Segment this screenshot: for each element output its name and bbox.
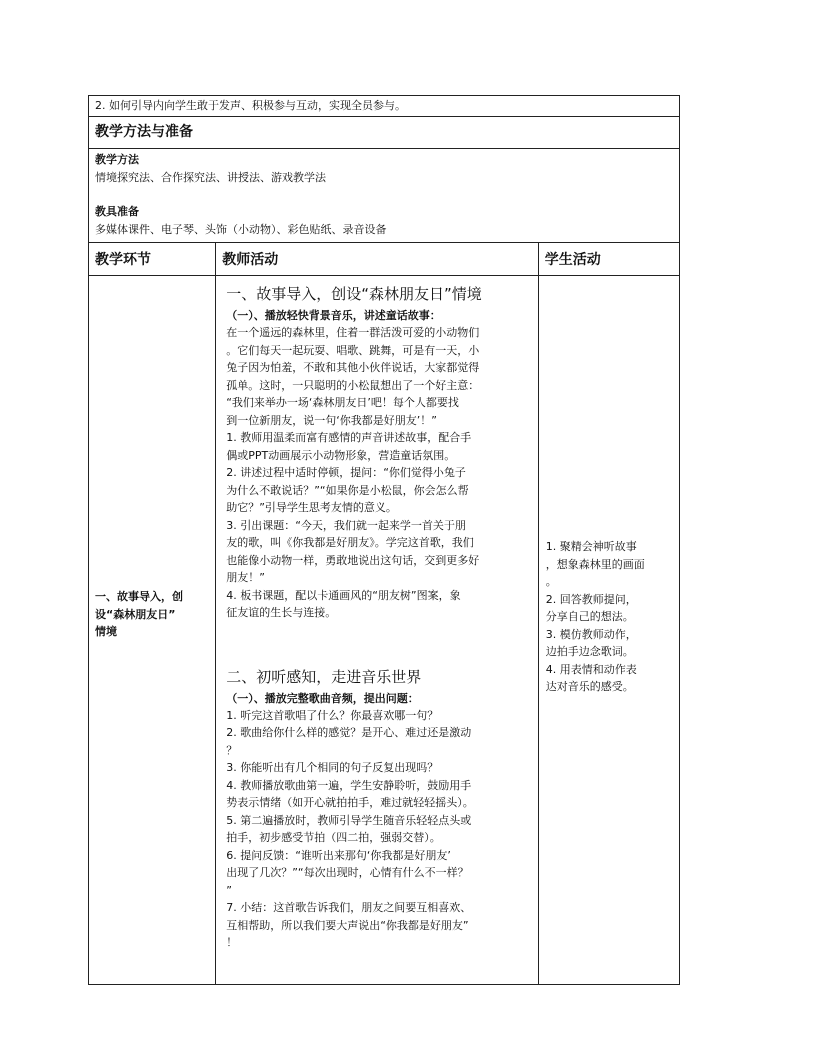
lesson-plan-table: [88, 95, 680, 985]
section2-line: 3. 你能听出有几个相同的句子反复出现吗？: [226, 761, 439, 774]
section1-line: 3. 引出课题：“今天，我们就一起来学一首关于朋: [226, 518, 466, 532]
student-line: 4. 用表情和动作表: [545, 662, 637, 676]
tools-label: 教具准备: [95, 205, 139, 218]
student-line: 边拍手边念歌词。: [545, 645, 634, 658]
section2-body: [226, 707, 528, 952]
section2-line: 2. 歌曲给你什么样的感觉？是开心、难过还是激动: [226, 726, 472, 739]
section1-line: 助它？”引导学生思考友情的意义。: [226, 501, 397, 514]
section2-line: 拍手，初步感受节拍（四二拍，强弱交替）。: [226, 831, 441, 844]
student-activity-list: [546, 538, 671, 696]
tools-value: 多媒体课件、电子琴、头饰（小动物）、彩色贴纸、录音设备: [95, 222, 387, 236]
teacher-activity-cell: [216, 276, 539, 985]
student-line: 2. 回答教师提问，: [545, 592, 637, 606]
student-line: 达对音乐的感受。: [545, 680, 634, 693]
section1-line: 为什么不敢说话？”“如果你是小松鼠，你会怎么帮: [226, 483, 469, 497]
section2-title: 二、初听感知，走进音乐世界: [226, 667, 422, 686]
section2-line: 6. 提问反馈：“谁听出来那句‘你我都是好朋友’: [226, 848, 451, 862]
student-line: 3. 模仿教师动作，: [545, 627, 637, 641]
section1-line: 也能像小动物一样，勇敢地说出这句话，交到更多好: [226, 553, 480, 567]
section2-line: ！: [226, 936, 238, 949]
student-line: 。: [545, 575, 557, 588]
header-teacher: 教师活动: [216, 243, 539, 276]
methods-value: 情境探究法、合作探究法、讲授法、游戏教学法: [95, 170, 326, 184]
student-line: ，想象森林里的画面: [545, 557, 645, 571]
section1-line: 兔子因为怕羞，不敢和其他小伙伴说话，大家都觉得: [226, 361, 480, 374]
section1-body: [226, 324, 528, 622]
student-activity-cell: [538, 276, 679, 985]
methods-section-title-cell: [89, 117, 680, 149]
section1-line: 友的歌，叫《你我都是好朋友》。学完这首歌，我们: [226, 536, 474, 549]
section2-line: ”: [226, 883, 232, 897]
section1-line: 孤单。这时，一只聪明的小松鼠想出了一个好主意：: [226, 378, 480, 392]
section1-line: 到一位新朋友，说一句‘你我都是好朋友’！”: [226, 413, 437, 427]
student-line: 分享自己的想法。: [545, 610, 634, 623]
difficulty-note: 2. 如何引导内向学生敢于发声、积极参与互动，实现全员参与。: [89, 96, 680, 117]
section1-line: 征友谊的生长与连接。: [226, 606, 337, 619]
header-stage: 教学环节: [89, 243, 216, 276]
section1-line: 在一个遥远的森林里，住着一群活泼可爱的小动物们: [226, 326, 480, 339]
section1-subtitle: （一）、播放轻快背景音乐，讲述童话故事：: [226, 309, 441, 322]
section2-line: 1. 听完这首歌唱了什么？你最喜欢哪一句？: [226, 708, 439, 722]
lesson-plan-sheet: [88, 95, 680, 985]
methods-section-title: 教学方法与准备: [95, 124, 193, 140]
section1-line: 。它们每天一起玩耍、唱歌、跳舞，可是有一天，小: [226, 343, 480, 357]
section2-line: 4. 教师播放歌曲第一遍，学生安静聆听，鼓励用手: [226, 778, 472, 792]
section2-line: 5. 第二遍播放时，教师引导学生随音乐轻轻点头或: [226, 813, 472, 827]
section1-line: 2. 讲述过程中适时停顿，提问：“你们觉得小兔子: [226, 466, 466, 479]
section2-line: ？: [226, 743, 238, 757]
section2-line: 7. 小结：这首歌告诉我们，朋友之间要互相喜欢、: [226, 901, 472, 914]
section1-line: 4. 板书课题，配以卡通画风的“朋友树”图案，象: [226, 588, 461, 602]
methods-section-body: [89, 149, 680, 243]
stage-label: 一、故事导入，创 设“森林朋友日” 情境: [95, 590, 183, 638]
section1-title: 一、故事导入，创设“森林朋友日”情境: [226, 285, 482, 303]
section1-line: 偶或PPT动画展示小动物形象，营造童话氛围。: [226, 448, 456, 462]
section1-line: 朋友！”: [226, 571, 265, 584]
section2-line: 势表示情绪（如开心就拍拍手，难过就轻轻摇头）。: [226, 796, 474, 809]
stage-cell: [89, 276, 216, 985]
section2-subtitle: （一）、播放完整歌曲音频，提出问题：: [226, 691, 419, 705]
section1-line: 1. 教师用温柔而富有感情的声音讲述故事，配合手: [226, 431, 472, 444]
section2-line: 互相帮助，所以我们要大声说出“你我都是好朋友”: [226, 918, 469, 932]
header-student: 学生活动: [538, 243, 679, 276]
section2-line: 出现了几次？”“每次出现时，心情有什么不一样？: [226, 866, 469, 879]
section1-line: “我们来举办一场‘森林朋友日’吧！每个人都要找: [226, 396, 459, 409]
methods-label: 教学方法: [95, 153, 139, 166]
student-line: 1. 聚精会神听故事: [545, 540, 637, 553]
